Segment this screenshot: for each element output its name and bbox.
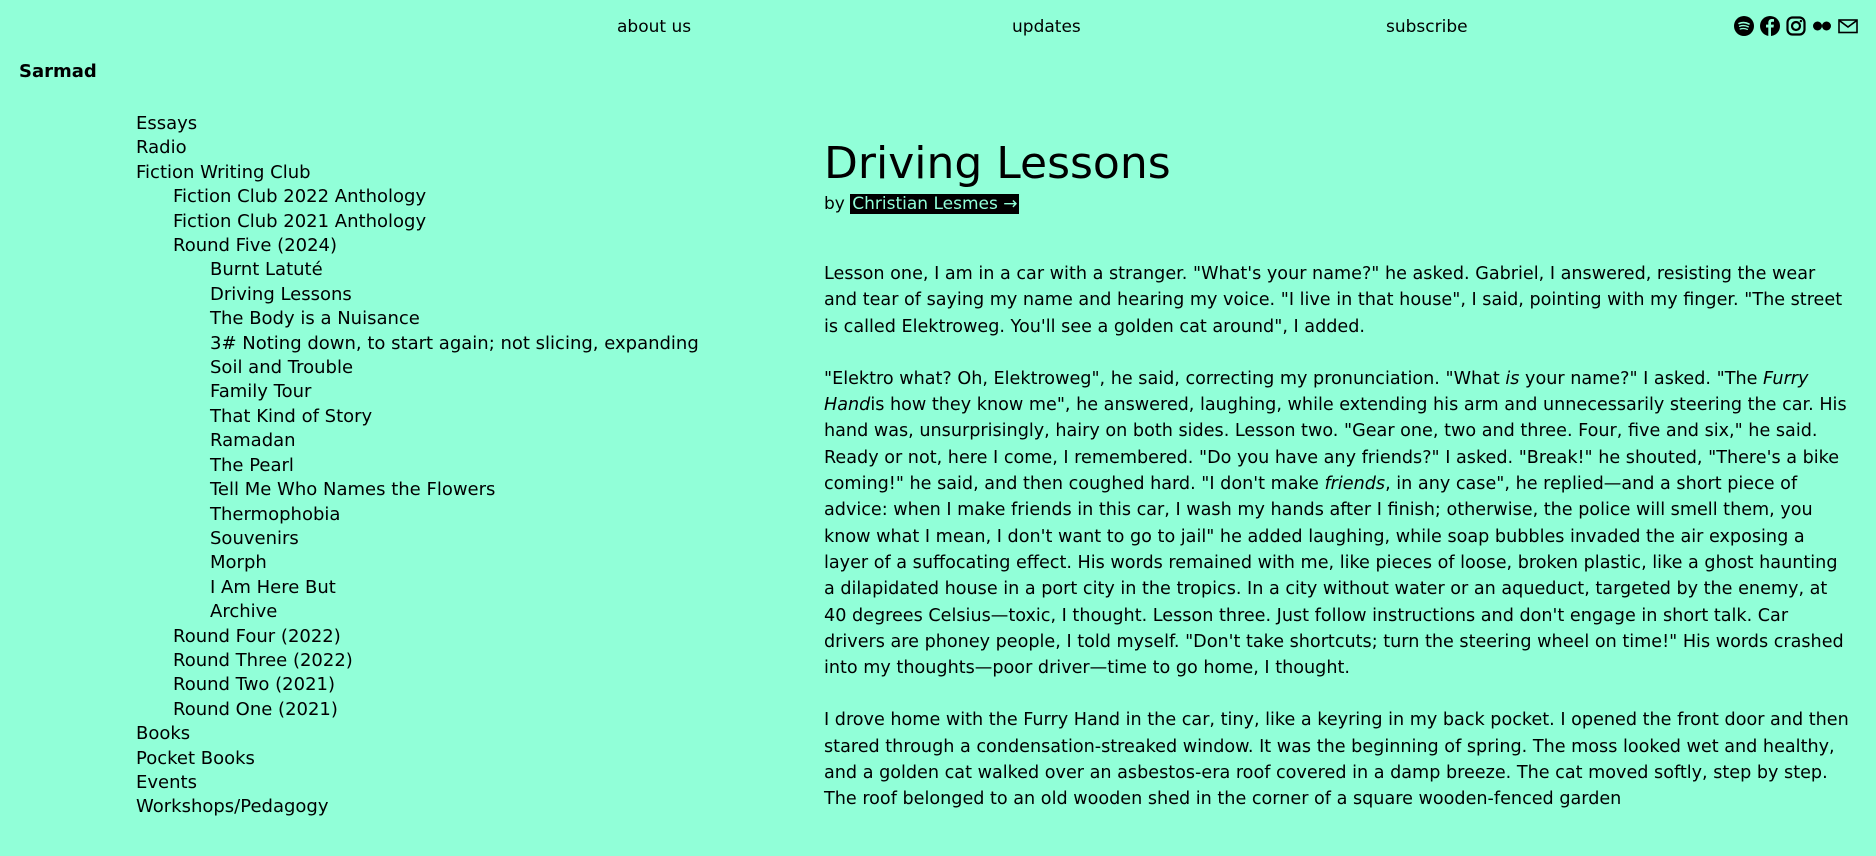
article-title: Driving Lessons	[824, 138, 1171, 189]
spotify-icon[interactable]	[1734, 16, 1754, 36]
text-run: , in any case", he replied—and a short piece of advice: when I make friends in this car, I wash my hands after I finish; otherwise, the police will smell them, you know what I mean, I don't want to go to jail" he added laughing, while soap bubbles invaded the air exposing a layer of a suffocating effect. His words remained with me, like pieces of loose, broken plastic, like a ghost haunting a dilapidated house in a port city in the tropics. In a city without water or an aqueduct, targeted by the enemy, at 40 degrees Celsius—toxic, I thought. Lesson three. Just follow instructions and don't engage in short talk. Car drivers are phoney people, I told myself. "Don't take shortcuts; turn the steering wheel on time!" His words crashed into my thoughts—poor driver—time to go home, I thought.	[824, 474, 1844, 679]
social-links	[1734, 16, 1858, 36]
sidebar-item[interactable]: I Am Here But	[210, 576, 336, 598]
sidebar-item[interactable]: Radio	[136, 137, 187, 159]
sidebar-item[interactable]: Archive	[210, 601, 278, 623]
emphasis-text: Furry Hand	[824, 368, 1809, 416]
nav-subscribe[interactable]: subscribe	[1386, 17, 1468, 37]
facebook-icon[interactable]	[1760, 16, 1780, 36]
sidebar-item[interactable]: Round Four (2022)	[173, 625, 341, 647]
sidebar-item[interactable]: The Body is a Nuisance	[210, 308, 420, 330]
article-paragraph	[824, 261, 1849, 340]
sidebar-item[interactable]: Tell Me Who Names the Flowers	[210, 479, 496, 501]
sidebar-item[interactable]: Thermophobia	[210, 503, 341, 525]
sidebar-item[interactable]: Driving Lessons	[210, 283, 352, 305]
sidebar-item[interactable]: Fiction Club 2022 Anthology	[173, 186, 427, 208]
site-title[interactable]: Sarmad	[19, 61, 97, 82]
sidebar-item[interactable]: Fiction Club 2021 Anthology	[173, 210, 427, 232]
sidebar-item[interactable]: Burnt Latuté	[210, 259, 323, 281]
text-run: I drove home with the Furry Hand in the car, tiny, like a keyring in my back pocket. I opened the front door and then stared through a condensation-streaked window. It was the beginning of spring. The moss looked wet and healthy, and a golden cat walked over an asbestos-era roof covered in a damp breeze. The cat moved softly, step by step. The roof belonged to an old wooden shed in the corner of a square wooden-fenced garden	[824, 710, 1849, 810]
sidebar-item[interactable]: Books	[136, 723, 191, 745]
flickr-icon[interactable]	[1812, 16, 1832, 36]
sidebar-item[interactable]: Round Three (2022)	[173, 649, 353, 671]
sidebar-item[interactable]: Ramadan	[210, 430, 296, 452]
sidebar-item[interactable]: Souvenirs	[210, 527, 299, 549]
sidebar-item[interactable]: Round One (2021)	[173, 698, 338, 720]
text-run: Lesson one, I am in a car with a stranger. "What's your name?" he asked. Gabriel, I answered, resisting the wear and tear of saying my name and hearing my voice. "I live in that house", I said, pointing with my finger. "The street is called Elektroweg. You'll see a golden cat around", I added.	[824, 264, 1843, 337]
author-link[interactable]: Christian Lesmes →	[852, 194, 1018, 214]
sidebar-item[interactable]: Events	[136, 771, 197, 793]
sidebar-item[interactable]: Pocket Books	[136, 747, 255, 769]
nav-updates[interactable]: updates	[1012, 17, 1081, 37]
nav-about-us[interactable]: about us	[617, 17, 692, 37]
sidebar-item[interactable]: Fiction Writing Club	[136, 161, 311, 183]
text-run: your name?" I asked. "The	[1519, 368, 1764, 389]
sidebar-item[interactable]: Round Two (2021)	[173, 674, 335, 696]
mail-icon[interactable]	[1838, 16, 1858, 36]
article-paragraph	[824, 366, 1849, 682]
article-paragraph	[824, 707, 1849, 812]
sidebar-item[interactable]: The Pearl	[210, 454, 294, 476]
emphasis-text: is	[1505, 368, 1520, 389]
sidebar-nav	[136, 112, 736, 820]
emphasis-text: friends	[1324, 474, 1386, 495]
sidebar-item[interactable]: Morph	[210, 552, 267, 574]
article-body	[824, 261, 1849, 813]
text-run: is how they know me", he answered, laughing, while extending his arm and unnecessarily steering the car. His hand was, unsurprisingly, hairy on both sides. Lesson two. "Gear one, two and three. Four, five and six," he said. Ready or not, here I come, I remembered. "Do you have any friends?" I asked. "Break!" he shouted, "There's a bike coming!" he said, and then coughed hard. "I don't make	[824, 395, 1847, 495]
sidebar-item[interactable]: That Kind of Story	[210, 405, 373, 427]
sidebar-item[interactable]: 3# Noting down, to start again; not slicing, expanding	[210, 332, 699, 354]
byline	[824, 194, 1849, 214]
sidebar-item[interactable]: Essays	[136, 113, 198, 134]
sidebar-item[interactable]: Soil and Trouble	[210, 357, 354, 379]
sidebar-item[interactable]: Round Five (2024)	[173, 235, 338, 257]
article	[824, 136, 1849, 839]
sidebar-item[interactable]: Family Tour	[210, 381, 312, 403]
byline-prefix: by	[824, 194, 845, 214]
sidebar-item[interactable]: Workshops/Pedagogy	[136, 796, 329, 818]
text-run: "Elektro what? Oh, Elektroweg", he said, correcting my pronunciation. "What	[824, 368, 1506, 389]
instagram-icon[interactable]	[1786, 16, 1806, 36]
